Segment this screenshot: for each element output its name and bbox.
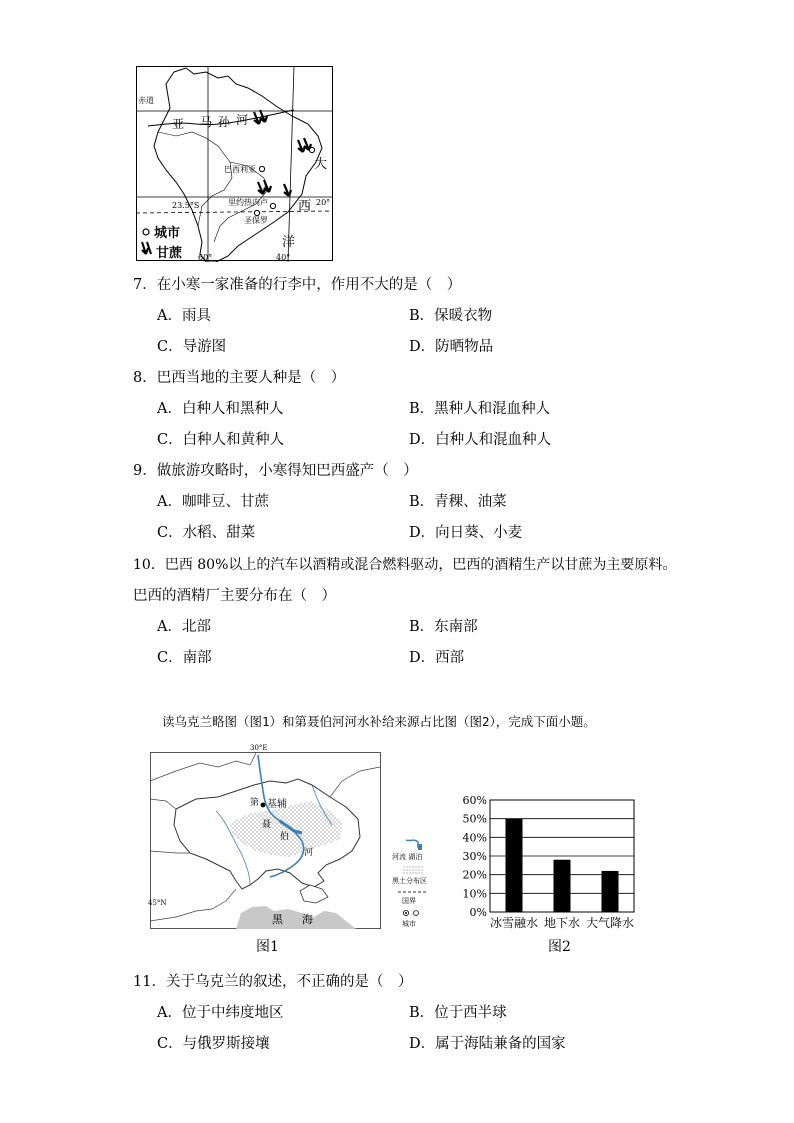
question-9-option-d[interactable]: D．向日葵、小麦	[409, 525, 523, 541]
svg-text:黑土分布区: 黑土分布区	[392, 877, 427, 885]
svg-text:城市: 城市	[402, 920, 416, 928]
chart-y-tick-label: 60%	[462, 794, 487, 807]
svg-text:大: 大	[314, 157, 328, 172]
chart-bar-2	[554, 860, 571, 912]
section-intro: 读乌克兰略图（图1）和第聂伯河河水补给来源占比图（图2），完成下面小题。	[162, 714, 596, 729]
svg-text:聂: 聂	[262, 820, 272, 830]
question-7-option-d[interactable]: D．防晒物品	[409, 339, 494, 355]
brasilia-label: 巴西利亚	[224, 165, 256, 174]
brazil-map	[136, 66, 334, 262]
figure-2-caption: 图2	[548, 939, 571, 955]
brasilia-city-icon	[259, 166, 264, 171]
question-7-option-b[interactable]: B．保暖衣物	[409, 308, 493, 324]
figure-1-caption: 图1	[256, 939, 279, 955]
ukraine-map	[146, 741, 386, 933]
question-10-option-b[interactable]: B．东南部	[409, 619, 478, 635]
question-9-option-b[interactable]: B．青稞、油菜	[409, 494, 507, 510]
question-8-option-c[interactable]: C．白种人和黄种人	[157, 432, 285, 448]
question-11-stem: 11．关于乌克兰的叙述，不正确的是（ ）	[133, 974, 413, 990]
svg-text:60°: 60°	[198, 253, 213, 262]
question-7-option-c[interactable]: C．导游图	[157, 339, 227, 355]
question-11-option-b[interactable]: B．位于西半球	[409, 1005, 507, 1021]
black-sea-label-2: 海	[302, 913, 313, 926]
question-7-option-a[interactable]: A．雨具	[157, 308, 211, 324]
river-legend-icon	[406, 840, 418, 848]
question-8-option-a[interactable]: A．白种人和黑种人	[157, 401, 284, 417]
lon30-label: 30°E	[250, 744, 268, 752]
legend-city-icon	[143, 229, 149, 235]
svg-text:河: 河	[304, 848, 314, 858]
city-legend-icon	[414, 911, 419, 916]
chart-x-tick-label: 大气降水	[585, 916, 635, 930]
chart-y-tick-label: 10%	[462, 887, 487, 901]
kyiv-label: 基辅	[267, 799, 287, 810]
black-sea-label-1: 黑	[272, 913, 283, 926]
svg-text:第: 第	[250, 798, 260, 808]
blacksoil-legend-icon	[402, 866, 424, 874]
chart-y-tick-label: 0%	[469, 906, 487, 919]
legend-city-label: 城市	[154, 226, 181, 241]
question-10-stem-2: 巴西的酒精厂主要分布在（ ）	[133, 588, 336, 604]
svg-text:孙: 孙	[218, 115, 231, 129]
equator-label: 赤道	[138, 96, 154, 105]
question-10-option-a[interactable]: A．北部	[157, 619, 211, 635]
chart-x-tick-label: 冰雪融水	[489, 916, 539, 930]
ukraine-legend	[388, 836, 438, 932]
question-8-option-d[interactable]: D．白种人和混血种人	[409, 432, 552, 448]
kyiv-city-icon	[261, 803, 266, 808]
saopaulo-city-icon	[254, 210, 259, 215]
city-icon	[309, 147, 314, 152]
question-9-stem: 9．做旅游攻略时，小寒得知巴西盛产（ ）	[133, 463, 418, 479]
question-11-option-d[interactable]: D．属于海陆兼备的国家	[409, 1036, 566, 1052]
rio-label: 里约热内卢	[228, 198, 268, 207]
question-10-option-d[interactable]: D．西部	[409, 650, 465, 666]
svg-text:洋: 洋	[282, 235, 296, 250]
question-7-stem: 7．在小寒一家准备的行李中，作用不大的是（ ）	[133, 277, 462, 293]
chart-y-tick-label: 20%	[462, 868, 487, 882]
svg-text:亚: 亚	[172, 117, 185, 131]
saopaulo-label: 圣保罗	[244, 216, 268, 225]
chart-y-tick-label: 30%	[462, 850, 487, 863]
tropic-label: 23.5°S	[172, 201, 200, 210]
rio-city-icon	[270, 203, 275, 208]
chart-bar-1	[506, 819, 523, 912]
lat45-label: 45°N	[148, 899, 167, 907]
question-9-option-c[interactable]: C．水稻、甜菜	[157, 525, 256, 541]
chart-y-tick-label: 50%	[462, 812, 487, 826]
question-11-option-c[interactable]: C．与俄罗斯接壤	[157, 1036, 270, 1052]
chart-y-tick-label: 40%	[462, 831, 487, 845]
question-10-option-c[interactable]: C．南部	[157, 650, 212, 666]
water-source-chart	[450, 790, 650, 935]
svg-text:国界: 国界	[402, 897, 416, 905]
question-8-stem: 8．巴西当地的主要人种是（ ）	[133, 370, 346, 386]
chart-bar-3	[602, 871, 619, 912]
svg-text:河流 湖泊: 河流 湖泊	[392, 853, 423, 861]
svg-text:伯: 伯	[280, 832, 290, 842]
svg-text:河: 河	[236, 113, 249, 127]
question-10-stem: 10．巴西 80%以上的汽车以酒精或混合燃料驱动，巴西的酒精生产以甘蔗为主要原料。	[133, 557, 677, 573]
svg-text:马: 马	[200, 115, 213, 129]
svg-text:西: 西	[298, 199, 312, 214]
svg-text:40°: 40°	[276, 253, 291, 262]
legend-sugarcane-label: 甘蔗	[156, 246, 183, 261]
chart-x-tick-label: 地下水	[543, 916, 581, 930]
question-8-option-b[interactable]: B．黑种人和混血种人	[409, 401, 551, 417]
svg-text:20°: 20°	[316, 198, 331, 207]
question-9-option-a[interactable]: A．咖啡豆、甘蔗	[157, 494, 269, 510]
question-11-option-a[interactable]: A．位于中纬度地区	[157, 1005, 284, 1021]
